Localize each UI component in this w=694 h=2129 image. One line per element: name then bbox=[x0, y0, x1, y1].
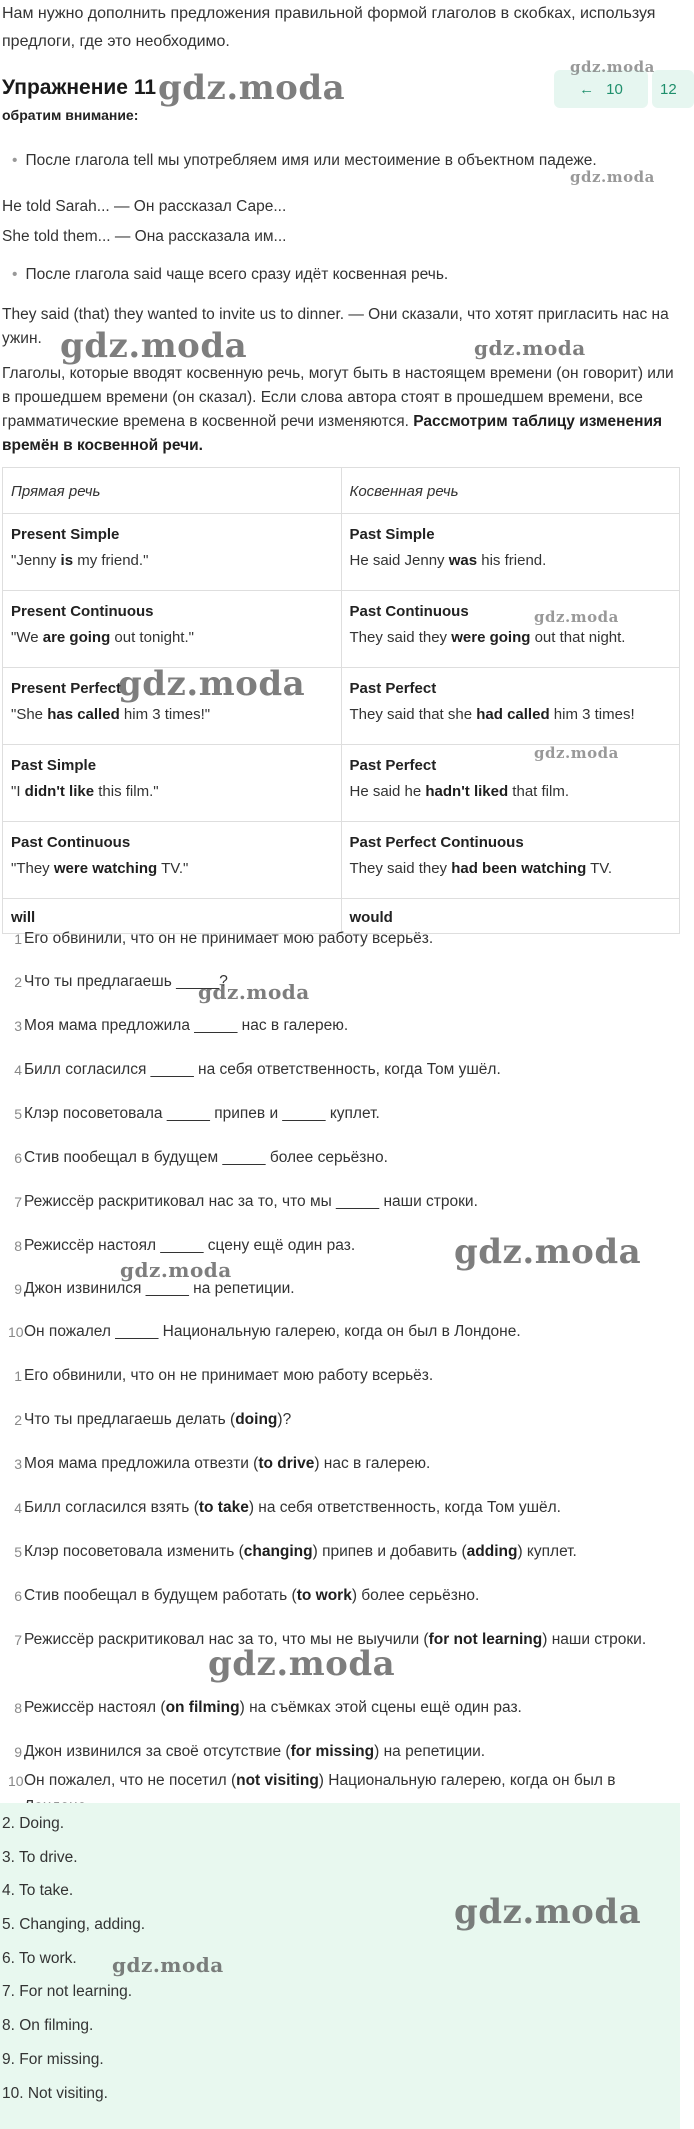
watermark: gdz.moda bbox=[454, 1232, 642, 1272]
example-sentence: He said he hadn't liked that film. bbox=[349, 783, 569, 800]
example-sentence: "I didn't like this film." bbox=[11, 783, 159, 800]
watermark: gdz.moda bbox=[570, 168, 655, 186]
watermark: gdz.moda bbox=[454, 1892, 642, 1932]
tense-name: will bbox=[11, 909, 36, 926]
tense-table bbox=[2, 467, 680, 934]
example-sentence: "She has called him 3 times!" bbox=[11, 706, 211, 723]
tense-name: Present Continuous bbox=[11, 603, 154, 620]
tense-name: Past Continuous bbox=[11, 834, 131, 851]
answer-line: 8. On filming. bbox=[2, 2017, 94, 2034]
rules-paragraph: Глаголы, которые вводят косвенную речь, могут быть в настоящем времени (он говорит) или в прошедшем времени (он сказал). Если слова автора стоят в прошедшем времени, все грамматические времена в косвенной речи изменяются. Рассмотрим таблицу изменения времён в косвенной речи. bbox=[2, 365, 674, 454]
intro-text: Нам нужно дополнить предложения правильной формой глаголов в скобках, используя предлоги, где это необходимо. bbox=[2, 5, 656, 50]
next-exercise-label: 12 bbox=[660, 80, 677, 98]
answer-line: 6. To work. bbox=[2, 1950, 77, 1967]
tense-name: Past Continuous bbox=[349, 603, 469, 620]
tense-name: Present Simple bbox=[11, 526, 120, 543]
tense-name: Past Simple bbox=[349, 526, 435, 543]
note-example: He told Sarah... — Он рассказал Саре... bbox=[2, 198, 287, 215]
watermark: gdz.moda bbox=[534, 608, 619, 626]
example-sentence: They said they had been watching TV. bbox=[349, 860, 613, 877]
watermark: gdz.moda bbox=[120, 1258, 232, 1282]
watermark: gdz.moda bbox=[112, 1953, 224, 1977]
tense-name: Past Perfect bbox=[349, 757, 437, 774]
tense-name: Past Perfect Continuous bbox=[349, 834, 524, 851]
prev-exercise-label: 10 bbox=[606, 80, 623, 98]
watermark: gdz.moda bbox=[60, 326, 248, 366]
watermark: gdz.moda bbox=[208, 1644, 396, 1684]
table-row bbox=[3, 822, 680, 899]
arrow-left-icon: ← bbox=[579, 80, 595, 98]
example-sentence: "They were watching TV." bbox=[11, 860, 189, 877]
tense-name: Present Perfect bbox=[11, 680, 122, 697]
table-row bbox=[3, 668, 680, 745]
example-sentence: "We are going out tonight." bbox=[11, 629, 194, 646]
column-header: Косвенная речь bbox=[341, 468, 680, 514]
table-row bbox=[3, 514, 680, 591]
answer-line: 3. To drive. bbox=[2, 1849, 78, 1866]
watermark: gdz.moda bbox=[198, 980, 310, 1004]
list-item: 10 Он пожалел, что не посетил (not visiting) Национальную галерею, когда он был в bbox=[8, 1772, 616, 1789]
note-bullet: • После глагола said чаще всего сразу идёт косвенная речь. bbox=[12, 264, 672, 286]
note-example: She told them... — Она рассказала им... bbox=[2, 228, 287, 245]
watermark: gdz.moda bbox=[118, 664, 306, 704]
answer-line: 5. Changing, adding. bbox=[2, 1916, 146, 1933]
next-exercise-button[interactable] bbox=[652, 70, 694, 108]
table-row bbox=[3, 591, 680, 668]
answer-line: 2. Doing. bbox=[2, 1815, 65, 1832]
watermark: gdz.moda bbox=[570, 58, 655, 76]
tense-name: would bbox=[349, 909, 393, 926]
answer-line: 9. For missing. bbox=[2, 2051, 104, 2068]
answers-block bbox=[0, 1803, 680, 2129]
table-header-row bbox=[3, 468, 680, 514]
watermark: gdz.moda bbox=[474, 336, 586, 360]
cut-heading: обратим внимание: bbox=[2, 107, 139, 123]
note-example: They said (that) they wanted to invite us to dinner. — Они сказали, что хотят пригласить нас на ужин. bbox=[2, 306, 669, 347]
example-sentence: He said Jenny was his friend. bbox=[349, 552, 547, 569]
tense-name: Past Perfect bbox=[349, 680, 437, 697]
watermark: gdz.moda bbox=[534, 744, 619, 762]
watermark: gdz.moda bbox=[158, 68, 346, 108]
example-sentence: They said that she had called him 3 times! bbox=[349, 706, 635, 723]
example-sentence: They said they were going out that night. bbox=[349, 629, 626, 646]
example-sentence: "Jenny is my friend." bbox=[11, 552, 149, 569]
tense-name: Past Simple bbox=[11, 757, 97, 774]
exercise-title: Упражнение 11 bbox=[2, 76, 157, 99]
answer-line: 10. Not visiting. bbox=[2, 2085, 108, 2102]
answer-line: 4. To take. bbox=[2, 1882, 74, 1899]
note-bullet: • После глагола tell мы употребляем имя или местоимение в объектном падеже. bbox=[12, 150, 672, 172]
column-header: Прямая речь bbox=[3, 468, 342, 514]
answer-line: 7. For not learning. bbox=[2, 1983, 133, 2000]
